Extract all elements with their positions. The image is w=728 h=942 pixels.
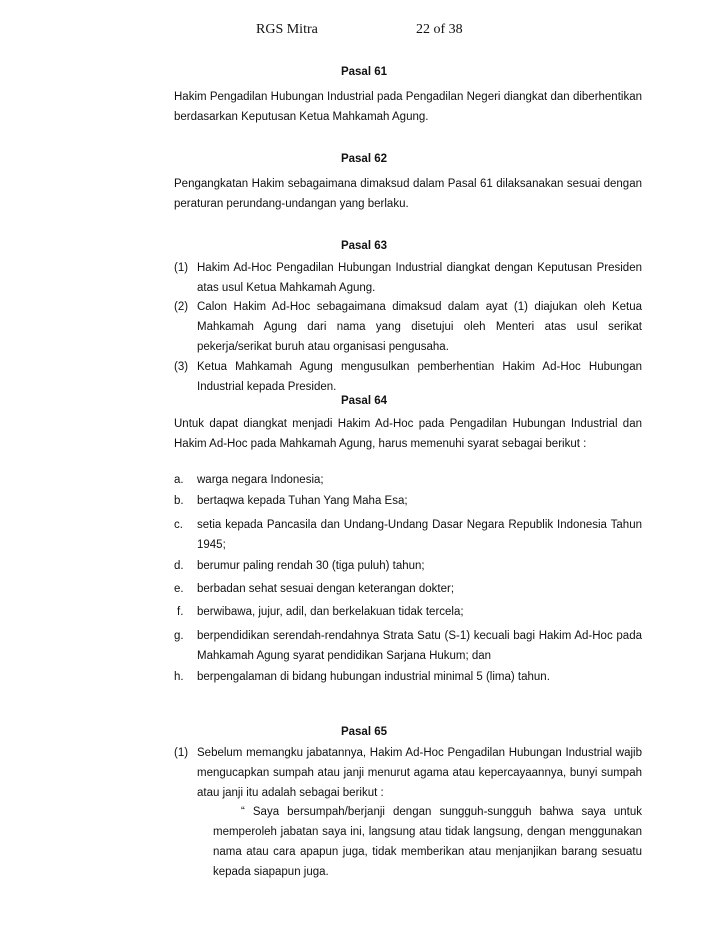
item-text: Calon Hakim Ad-Hoc sebagaimana dimaksud dalam ayat (1) diajukan oleh Ketua Mahkamah Agung dari nama yang disetujui oleh Menteri atas usul serikat pekerja/serikat buruh atau organisasi pengusaha. (197, 301, 642, 353)
article-64-item-b (174, 491, 642, 511)
item-text: setia kepada Pancasila dan Undang-Undang Dasar Negara Republik Indonesia Tahun 1945; (197, 519, 642, 551)
article-64-item-h (174, 667, 642, 687)
item-text: bertaqwa kepada Tuhan Yang Maha Esa; (197, 495, 408, 507)
item-marker: e. (174, 583, 184, 595)
article-62-text: Pengangkatan Hakim sebagaimana dimaksud dalam Pasal 61 dilaksanakan sesuai dengan peraturan perundang-undangan yang berlaku. (174, 178, 642, 210)
article-64-intro: Untuk dapat diangkat menjadi Hakim Ad-Hoc pada Pengadilan Hubungan Industrial dan Hakim Ad-Hoc pada Mahkamah Agung, harus memenuhi syarat sebagai berikut : (174, 418, 642, 450)
article-64-item-d (174, 556, 642, 576)
article-64-item-e (174, 579, 642, 599)
oath-text: “ Saya bersumpah/berjanji dengan sungguh-sungguh bahwa saya untuk memperoleh jabatan saya ini, langsung atau tidak langsung, dengan menggunakan nama atau cara apapun juga, tidak memberikan atau menjanjikan barang sesuatu kepada siapapun juga. (213, 806, 642, 878)
item-marker: (1) (174, 747, 189, 759)
item-marker: b. (174, 495, 184, 507)
header-source: RGS Mitra (256, 22, 318, 37)
item-marker: a. (174, 474, 184, 486)
item-text: berwibawa, jujur, adil, dan berkelakuan tidak tercela; (197, 606, 464, 618)
item-text: Hakim Ad-Hoc Pengadilan Hubungan Industrial diangkat dengan Keputusan Presiden atas usul Ketua Mahkamah Agung. (197, 262, 642, 294)
article-64-item-g (174, 626, 642, 666)
article-64-title: Pasal 64 (340, 395, 388, 407)
article-63-item-3 (174, 357, 642, 397)
article-64-item-f (174, 602, 642, 622)
article-65-item-1 (174, 743, 642, 803)
item-marker: c. (174, 519, 183, 531)
item-marker: g. (174, 630, 184, 642)
item-marker: d. (174, 560, 184, 572)
item-text: berpengalaman di bidang hubungan industrial minimal 5 (lima) tahun. (197, 671, 550, 683)
item-text: berpendidikan serendah-rendahnya Strata Satu (S-1) kecuali bagi Hakim Ad-Hoc pada Mahkamah Agung syarat pendidikan Sarjana Hukum; dan (197, 630, 642, 662)
item-text: berbadan sehat sesuai dengan keterangan dokter; (197, 583, 455, 595)
item-text: Ketua Mahkamah Agung mengusulkan pemberhentian Hakim Ad-Hoc Hubungan Industrial kepada Presiden. (197, 361, 642, 393)
item-marker: f. (177, 606, 184, 618)
article-61-title: Pasal 61 (340, 66, 388, 78)
item-text: berumur paling rendah 30 (tiga puluh) tahun; (197, 560, 425, 572)
item-marker: (3) (174, 361, 189, 373)
article-62-title: Pasal 62 (340, 153, 388, 165)
article-61-text: Hakim Pengadilan Hubungan Industrial pada Pengadilan Negeri diangkat dan diberhentikan berdasarkan Keputusan Ketua Mahkamah Agung. (174, 91, 642, 123)
item-marker: (1) (174, 262, 189, 274)
article-64-item-c (174, 515, 642, 555)
item-marker: h. (174, 671, 184, 683)
article-63-item-1 (174, 258, 642, 298)
article-64-item-a (174, 470, 642, 490)
header-page-number: 22 of 38 (416, 22, 463, 37)
article-63-item-2 (174, 297, 642, 357)
article-65-title: Pasal 65 (340, 726, 388, 738)
article-63-title: Pasal 63 (340, 240, 388, 252)
item-marker: (2) (174, 301, 189, 313)
item-text: warga negara Indonesia; (197, 474, 324, 486)
item-text: Sebelum memangku jabatannya, Hakim Ad-Hoc Pengadilan Hubungan Industrial wajib mengucapkan sumpah atau janji menurut agama atau kepercayaannya, bunyi sumpah atau janji itu adalah sebagai berikut : (197, 747, 642, 799)
